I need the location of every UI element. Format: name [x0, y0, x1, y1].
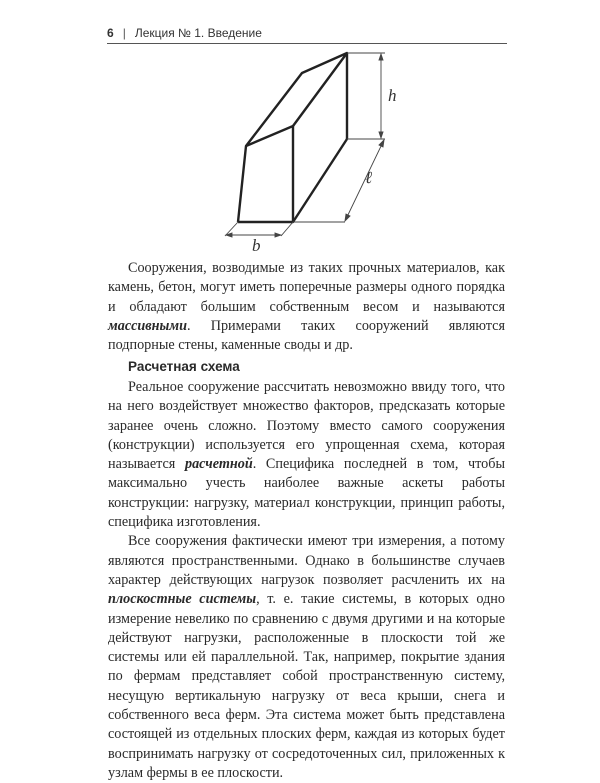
label-length: ℓ: [365, 168, 373, 187]
header-separator: |: [122, 26, 126, 40]
text-run: Реальное сооружение рассчитать невозможно ввиду того, что на него воздействует множество факторов, предсказать которые заранее очень сложно. Поэтому вместо самого сооружения (конструкции) используется его упрощенная схема, которая называется: [108, 379, 505, 473]
text-run: , т. е. такие системы, в которых одно измерение невелико по сравнению с двумя другими и на которые действуют нагрузки, расположенные в плоскости той же системы или ей параллельной. Так, например, покрытие здания по фермам представляет собой пространственную систему, несущую вертикальную нагрузку от веса крыши, снега и собственного веса ферм. Эта система может быть представлена состоящей из отдельных плоских ферм, каждая из которых будет воспринимать нагрузку от сосредоточенных сил, приложенных к узлам фермы в ее плоскости.: [108, 591, 505, 781]
paragraph-planar-systems: [108, 532, 505, 783]
page-number: 6: [107, 26, 114, 40]
text-run: . Специфика последней в том, чтобы максимально учесть наиболее важные аскеты работы конструкции: нагрузку, материал конструкции, принцип работы, специфика изготовления.: [108, 456, 505, 531]
paragraph-design-scheme: [108, 378, 505, 532]
text-run: . Примерами таких сооружений являются подпорные стены, каменные своды и др.: [108, 317, 505, 354]
term-planar-systems: плоскостные системы: [108, 591, 257, 608]
running-header: [107, 24, 507, 42]
paragraph-massive-structures: [108, 259, 505, 355]
prism-diagram: [215, 45, 415, 260]
text-run: Сооружения, возводимые из таких прочных материалов, как камень, бетон, могут иметь поперечные размеры одного порядка и обладают большим собственным весом и называются: [108, 260, 505, 315]
label-width: b: [252, 236, 261, 255]
term-design: расчетной: [184, 456, 253, 473]
text-run: Все сооружения фактически имеют три измерения, а потому являются пространственными. Однако в большинстве случаев характер действующих нагрузок позволяет расчленить их на: [108, 533, 505, 588]
prism-figure: [215, 45, 415, 260]
section-heading: Расчетная схема: [128, 359, 240, 374]
label-height: h: [388, 86, 397, 105]
running-title: Лекция № 1. Введение: [134, 26, 262, 40]
header-rule: [107, 43, 507, 44]
term-massive: массивными: [108, 317, 187, 334]
section-body: [108, 378, 505, 783]
